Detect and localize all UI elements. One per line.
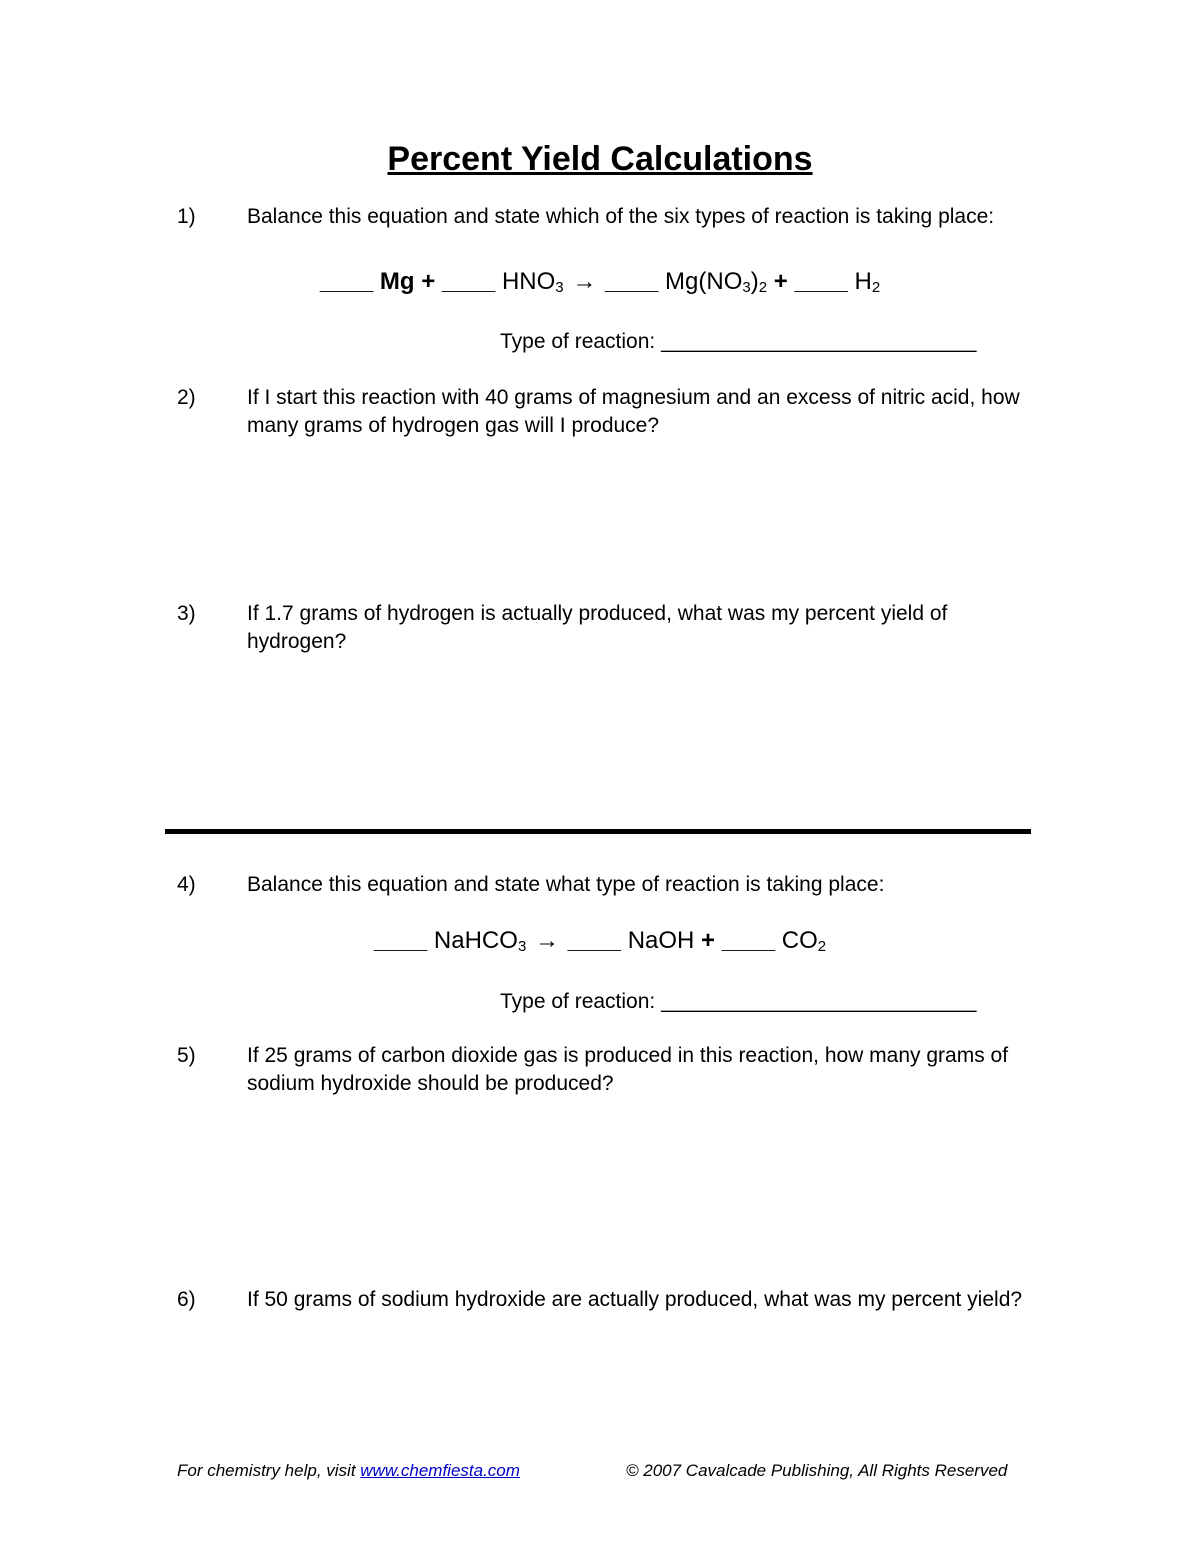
blank: ____ xyxy=(567,927,622,954)
chemfiesta-link[interactable]: www.chemfiesta.com xyxy=(360,1461,520,1480)
blank: ____ xyxy=(373,927,428,954)
type-of-reaction-1[interactable]: Type of reaction: ___________________________ xyxy=(500,330,977,353)
equation-2 xyxy=(0,927,1200,955)
naoh: NaOH xyxy=(627,927,695,954)
question-5-text: If 25 grams of carbon dioxide gas is produced in this reaction, how many grams of sodium hydroxide should be produced? xyxy=(247,1044,1009,1095)
plus: + xyxy=(701,927,716,954)
plus: + xyxy=(421,268,436,295)
question-6-text: If 50 grams of sodium hydroxide are actually produced, what was my percent yield? xyxy=(247,1288,1023,1311)
mg-no3-2: $Mg(NO_3)_2$ xyxy=(665,268,768,296)
mg: Mg xyxy=(379,268,415,295)
question-2-number: 2) xyxy=(177,386,196,409)
question-3-number: 3) xyxy=(177,602,196,625)
blank: ____ xyxy=(604,268,659,295)
nahco3: NaHCO$_3$ xyxy=(433,927,527,955)
type-of-reaction-2[interactable]: Type of reaction: ___________________________ xyxy=(500,990,977,1013)
hno3: $HNO_3$ xyxy=(501,268,564,296)
equation-1 xyxy=(0,268,1200,296)
footer-copyright: © 2007 Cavalcade Publishing, All Rights Reserved xyxy=(626,1461,1008,1480)
blank: ____ xyxy=(794,268,848,295)
plus: + xyxy=(773,268,788,295)
footer-help xyxy=(177,1461,520,1481)
page-title: Percent Yield Calculations xyxy=(387,140,813,178)
question-2-text: If I start this reaction with 40 grams of magnesium and an excess of nitric acid, how many grams of hydrogen gas will I produce? xyxy=(247,386,1020,437)
blank: ____ xyxy=(441,268,496,295)
question-3-text: If 1.7 grams of hydrogen is actually produced, what was my percent yield of hydrogen? xyxy=(247,602,948,653)
h2: $H_2$ xyxy=(854,268,881,296)
question-5-number: 5) xyxy=(177,1044,196,1067)
blank: ____ xyxy=(721,927,776,954)
question-1-text: Balance this equation and state which of the six types of reaction is taking place: xyxy=(247,205,995,228)
section-divider xyxy=(165,829,1031,834)
question-4-number: 4) xyxy=(177,873,196,896)
question-1-number: 1) xyxy=(177,205,196,228)
blank: ____ xyxy=(319,268,374,295)
arrow-icon: → xyxy=(572,268,597,295)
footer-help-text: For chemistry help, visit xyxy=(177,1461,361,1480)
co2: $CO_2$ xyxy=(781,927,827,955)
arrow-icon: → xyxy=(534,927,559,954)
question-6-number: 6) xyxy=(177,1288,196,1311)
question-4-text: Balance this equation and state what type of reaction is taking place: xyxy=(247,873,885,896)
